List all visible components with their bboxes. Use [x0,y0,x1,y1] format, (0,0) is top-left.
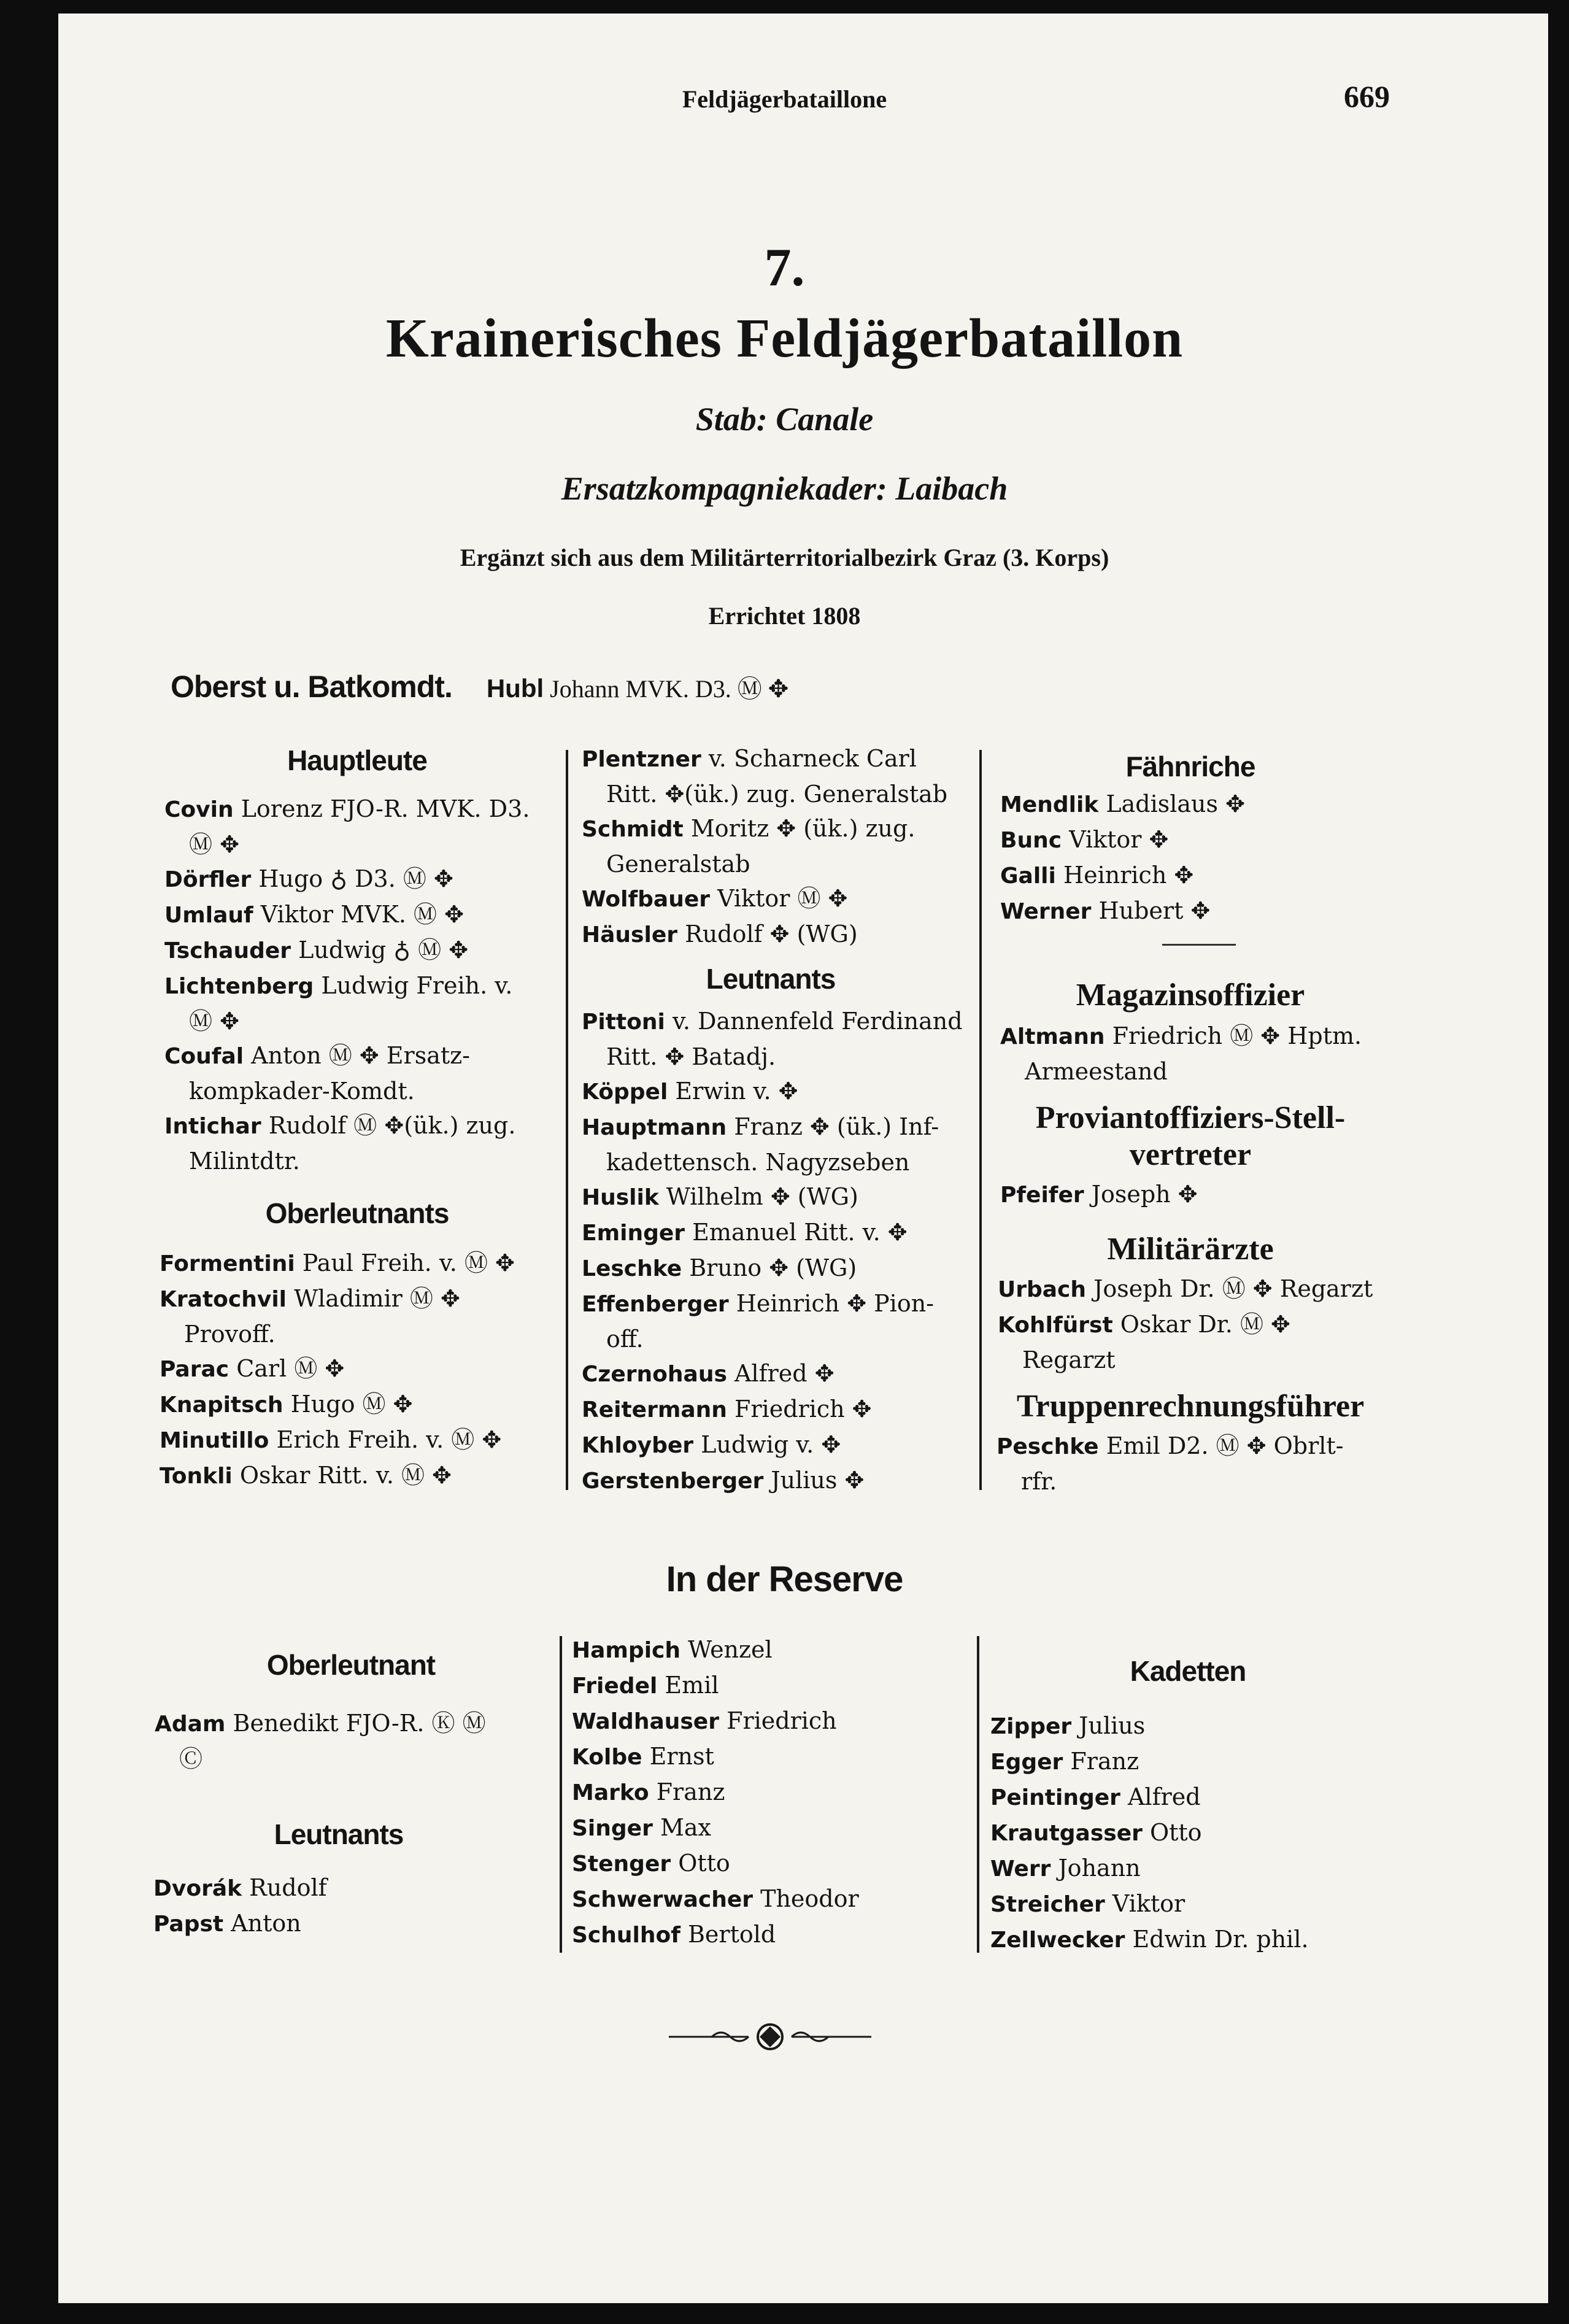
scan-border-top [0,0,1569,14]
heading-proviant-line1: Proviantoffiziers-Stell- [1035,1100,1346,1135]
entry-details: Max [660,1814,711,1841]
entry-details: Viktor Ⓜ ✥ [717,885,848,912]
entry-continuation: off. [606,1326,644,1353]
entry-details: Ludwig ♁ Ⓜ ✥ [298,936,469,963]
list-item [164,968,530,1038]
entry-details: Alfred ✥ [734,1360,835,1387]
list-item [164,862,530,897]
list-item [572,1846,859,1882]
entry-continuation: Armeestand [1025,1058,1168,1085]
list-item [990,1744,1309,1780]
entry-surname: Tschauder [164,938,291,963]
entry-continuation: Ⓜ ✥ [189,831,239,858]
list-truppenrechnungsfuhrer [997,1429,1344,1499]
entry-surname: Umlauf [164,903,253,928]
entry-details: Julius ✥ [771,1467,865,1494]
list-item [1000,858,1245,894]
entry-surname: Lichtenberg [164,974,314,999]
entry-details: Moritz ✥ (ük.) zug. [690,815,916,842]
entry-details: Edwin Dr. phil. [1132,1926,1309,1953]
list-item [1000,894,1245,929]
list-oberleutnants [160,1246,515,1494]
entry-surname: Streicher [990,1892,1105,1917]
decorative-ornament-icon [669,2021,871,2052]
entry-details: Benedikt FJO-R. Ⓚ Ⓜ [233,1710,486,1737]
list-fahnriche [1000,787,1245,929]
entry-surname: Waldhauser [572,1709,719,1734]
entry-surname: Czernohaus [582,1362,727,1387]
entry-surname: Minutillo [160,1428,269,1453]
entry-details: Oskar Ritt. v. Ⓜ ✥ [239,1462,452,1489]
entry-surname: Tonkli [160,1464,233,1489]
entry-details: Hugo Ⓜ ✥ [290,1391,413,1418]
entry-surname: Knapitsch [160,1392,283,1418]
entry-details: Otto [1149,1819,1202,1846]
entry-details: Hubert ✥ [1098,897,1211,924]
battalion-number: 7. [764,238,805,298]
list-hauptleute [164,792,530,1178]
list-item [572,1917,859,1953]
list-magazinsoffizier [1000,1019,1362,1089]
entry-details: Johann [1058,1855,1141,1882]
entry-surname: Gerstenberger [582,1469,764,1494]
entry-surname: Plentzner [582,747,701,772]
list-leutnants [582,1004,963,1499]
entry-continuation: Generalstab [606,851,750,878]
entry-details: Ernst [649,1743,714,1770]
entry-surname: Covin [164,797,234,822]
entry-surname: Adam [155,1712,226,1737]
entry-details: Rudolf Ⓜ ✥(ük.) zug. [268,1112,516,1139]
heading-magazinsoffizier: Magazinsoffizier [1076,978,1305,1013]
list-item [1000,822,1245,858]
list-item [990,1815,1309,1851]
list-item [582,1004,963,1074]
heading-oberleutnants: Oberleutnants [265,1197,449,1229]
list-item [155,1706,486,1776]
entry-surname: Effenberger [582,1292,729,1317]
list-item [164,1108,530,1178]
list-staff-officers [582,741,947,952]
entry-surname: Werr [990,1856,1051,1882]
entry-surname: Bunc [1000,828,1062,853]
entry-surname: Kohlfürst [998,1313,1113,1338]
entry-surname: Formentini [160,1251,295,1276]
stab-line: Stab: Canale [695,401,874,438]
list-item [572,1704,859,1739]
entry-surname: Dörfler [164,867,252,892]
column-divider [560,1636,562,1953]
entry-details: Joseph ✥ [1091,1181,1198,1208]
list-item [998,1272,1373,1307]
heading-kadetten: Kadetten [1130,1655,1246,1687]
entry-details: Anton Ⓜ ✥ Ersatz- [251,1042,470,1069]
entry-details: Viktor [1112,1890,1185,1917]
entry-details: Joseph Dr. Ⓜ ✥ Regarzt [1093,1275,1373,1302]
entry-surname: Hampich [572,1638,681,1663]
entry-surname: Egger [990,1750,1063,1775]
heading-militararzte: Militärärzte [1107,1232,1274,1267]
commander-row [171,669,788,705]
entry-continuation: rfr. [1021,1468,1057,1495]
list-item [1000,1177,1198,1213]
list-item [582,1356,963,1392]
entry-details: Theodor [760,1885,859,1912]
entry-surname: Dvorák [153,1876,242,1901]
entry-details: Viktor MVK. Ⓜ ✥ [260,901,464,928]
list-item [582,1392,963,1427]
column-divider [566,750,568,1490]
entry-surname: Zipper [990,1714,1072,1739]
entry-details: Wilhelm ✥ (WG) [666,1183,858,1210]
entry-details: Emil D2. Ⓜ ✥ Obrlt- [1106,1432,1344,1459]
entry-continuation: Provoff. [184,1321,276,1348]
list-item [160,1281,515,1351]
entry-details: Emanuel Ritt. v. ✥ [692,1219,908,1246]
entry-details: Carl Ⓜ ✥ [236,1355,345,1382]
entry-details: Heinrich ✥ Pion- [736,1290,935,1317]
entry-surname: Marko [572,1780,649,1805]
entry-surname: Friedel [572,1674,658,1699]
entry-details: Friedrich Ⓜ ✥ Hptm. [1112,1022,1362,1049]
list-item [572,1882,859,1917]
entry-surname: Peschke [997,1434,1099,1459]
entry-details: Erich Freih. v. Ⓜ ✥ [276,1426,502,1453]
list-reserve-oberleutnant [155,1706,486,1776]
entry-details: Alfred [1127,1783,1201,1810]
heading-reserve: In der Reserve [666,1559,903,1599]
entry-continuation: Milintdtr. [189,1148,300,1175]
entry-details: Wenzel [688,1636,773,1663]
running-title: Feldjägerbataillone [682,85,887,113]
entry-surname: Schmidt [582,817,684,842]
scan-border-bottom [0,2303,1569,2324]
entry-details: Erwin v. ✥ [675,1078,798,1105]
heading-reserve-leutnants: Leutnants [274,1818,404,1850]
list-item [990,1708,1309,1744]
entry-details: Bruno ✥ (WG) [689,1254,857,1281]
entry-details: Otto [678,1850,730,1877]
entry-details: Franz ✥ (ük.) Inf- [734,1113,939,1140]
erganzt-line: Ergänzt sich aus dem Militärterritorialbezirk Graz (3. Korps) [460,544,1109,571]
entry-surname: Köppel [582,1079,668,1105]
entry-details: Oskar Dr. Ⓜ ✥ [1120,1311,1290,1338]
column-divider [977,1636,979,1953]
entry-surname: Eminger [582,1221,685,1246]
heading-reserve-oberleutnant: Oberleutnant [266,1649,436,1681]
commander-details: Johann MVK. D3. Ⓜ ✥ [550,675,789,703]
entry-surname: Werner [1000,899,1092,924]
entry-surname: Intichar [164,1114,261,1139]
entry-details: Wladimir Ⓜ ✥ [294,1285,460,1312]
entry-surname: Coufal [164,1044,244,1069]
entry-surname: Huslik [582,1185,659,1210]
list-item [164,1038,530,1108]
entry-details: Paul Freih. v. Ⓜ ✥ [302,1249,515,1276]
list-item [582,811,947,881]
list-item [998,1307,1373,1377]
entry-surname: Schwerwacher [572,1887,754,1912]
entry-continuation: kadettensch. Nagyzseben [606,1149,910,1176]
list-item [582,1215,963,1251]
list-item [572,1810,859,1846]
entry-surname: Urbach [998,1277,1087,1302]
entry-surname: Stenger [572,1851,671,1877]
entry-details: Julius [1079,1712,1146,1739]
commander-name [487,675,788,703]
list-item [582,1286,963,1356]
entry-surname: Mendlik [1000,792,1099,817]
entry-surname: Zellwecker [990,1928,1125,1953]
entry-details: Ludwig Freih. v. [321,972,513,999]
column-divider [979,750,982,1490]
list-item [572,1739,859,1775]
list-item [164,792,530,862]
list-item [582,741,947,811]
commander-surname: Hubl [486,674,544,703]
entry-continuation: Regarzt [1022,1346,1116,1373]
list-item [582,1463,963,1499]
entry-details: Ludwig v. ✥ [701,1431,841,1458]
entry-surname: Hauptmann [582,1115,727,1140]
list-item [160,1423,515,1458]
entry-surname: Parac [160,1357,229,1382]
list-item [582,1074,963,1110]
entry-surname: Altmann [1000,1024,1105,1049]
list-item [1000,787,1245,822]
list-item [164,897,530,933]
list-item [160,1351,515,1387]
list-item [582,917,947,952]
entry-surname: Kolbe [572,1745,642,1770]
battalion-title: Krainerisches Feldjägerbataillon [385,308,1184,369]
list-item [153,1906,327,1942]
entry-surname: Krautgasser [990,1821,1143,1846]
entry-surname: Peintinger [990,1785,1120,1810]
entry-details: Emil [665,1672,719,1699]
errichtet-line: Errichtet 1808 [708,602,861,630]
entry-surname: Wolfbauer [582,887,711,912]
list-item [990,1922,1309,1958]
entry-continuation: Ritt. ✥ Batadj. [606,1043,776,1070]
entry-details: Franz [656,1778,725,1805]
entry-details: v. Scharneck Carl [708,745,917,772]
entry-continuation: Ⓜ ✥ [189,1008,239,1035]
entry-details: Viktor ✥ [1069,826,1169,853]
ersatz-line: Ersatzkompagniekader: Laibach [561,470,1008,507]
entry-surname: Pfeifer [1000,1183,1084,1208]
entry-details: Ladislaus ✥ [1106,790,1245,817]
entry-surname: Singer [572,1816,653,1841]
entry-surname: Kratochvil [160,1287,287,1312]
list-item [160,1246,515,1281]
list-item [164,933,530,968]
list-item [160,1458,515,1494]
list-item [153,1870,327,1906]
entry-surname: Häusler [582,922,677,948]
list-item [160,1387,515,1423]
entry-details: Franz [1070,1748,1139,1775]
entry-surname: Leschke [582,1256,682,1281]
heading-leutnants: Leutnants [706,963,836,995]
list-kadetten [990,1708,1309,1958]
commander-rank: Oberst u. Batkomdt. [171,670,452,704]
entry-surname: Pittoni [582,1010,665,1035]
list-item [582,881,947,917]
entry-details: v. Dannenfeld Ferdinand [672,1008,963,1035]
list-item [990,1886,1309,1922]
entry-details: Friedrich [727,1707,837,1734]
entry-details: Heinrich ✥ [1063,862,1194,889]
entry-details: Hugo ♁ D3. Ⓜ ✥ [258,865,453,892]
list-item [582,1251,963,1286]
heading-proviant-line2: vertreter [1129,1137,1252,1172]
short-rule [1162,944,1236,946]
list-item [582,1110,963,1179]
list-item [1000,1019,1362,1089]
entry-surname: Schulhof [572,1923,680,1948]
heading-fahnriche: Fähnriche [1125,751,1255,782]
entry-details: Bertold [687,1921,776,1948]
entry-details: Friedrich ✥ [734,1396,872,1423]
entry-surname: Khloyber [582,1433,694,1458]
list-reserve-middle [572,1632,859,1953]
entry-details: Lorenz FJO-R. MVK. D3. [241,795,530,822]
list-reserve-leutnants [153,1870,327,1942]
entry-continuation: Ⓒ [179,1745,203,1772]
heading-hauptleute: Hauptleute [287,744,427,776]
list-item [572,1632,859,1668]
list-item [990,1851,1309,1886]
list-item [572,1668,859,1704]
entry-surname: Papst [153,1912,224,1937]
list-militararzte [998,1272,1373,1377]
page-number: 669 [1344,79,1390,114]
entry-surname: Galli [1000,863,1056,889]
list-proviant [1000,1177,1198,1213]
entry-details: Anton [231,1910,301,1937]
entry-details: Rudolf [249,1874,327,1901]
heading-truppenrechnungsfuhrer: Truppenrechnungsführer [1016,1389,1365,1424]
list-item [582,1427,963,1463]
entry-details: Rudolf ✥ (WG) [685,921,858,948]
entry-surname: Reitermann [582,1397,727,1423]
list-item [582,1179,963,1215]
list-item [572,1775,859,1810]
list-item [990,1780,1309,1815]
list-item [997,1429,1344,1499]
entry-continuation: Ritt. ✥(ük.) zug. Generalstab [606,781,948,808]
entry-continuation: kompkader-Komdt. [189,1078,415,1105]
